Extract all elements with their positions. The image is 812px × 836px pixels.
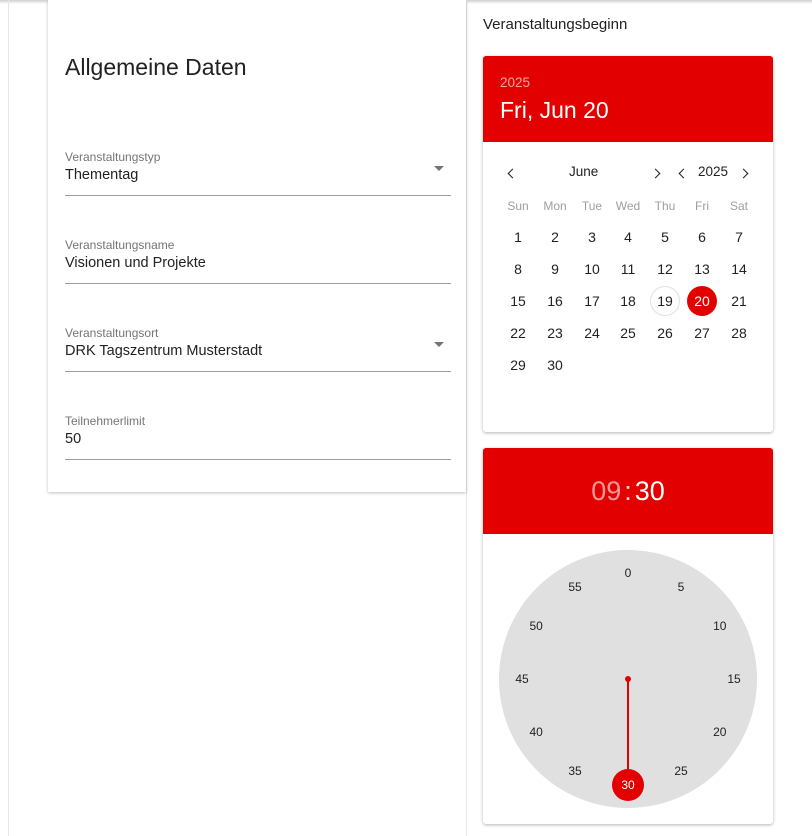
clock-number[interactable]: 35 (568, 763, 582, 778)
calendar-day[interactable]: 12 (657, 261, 673, 277)
weekday-sun: Sun (507, 199, 529, 213)
clock-number[interactable]: 5 (677, 580, 685, 595)
event-location-value: DRK Tagszentrum Musterstadt (65, 343, 263, 359)
clock-number[interactable]: 10 (713, 619, 727, 633)
selected-day[interactable]: 20 (687, 286, 717, 316)
event-name-value[interactable]: Visionen und Projekte (65, 255, 206, 271)
calendar-day[interactable]: 23 (547, 325, 563, 341)
next-year-button[interactable] (737, 164, 753, 182)
date-picker-header (483, 56, 773, 142)
chevron-left-icon (508, 168, 518, 178)
calendar-day[interactable]: 22 (510, 325, 526, 341)
calendar-day[interactable]: 6 (698, 229, 706, 245)
header-year[interactable]: 2025 (500, 75, 531, 90)
weekday-wed: Wed (615, 199, 641, 213)
participant-limit-label: Teilnehmerlimit (65, 414, 146, 428)
caret-down-icon[interactable] (434, 342, 444, 347)
month-label: June (569, 164, 599, 179)
chevron-left-icon (679, 168, 689, 178)
year-label: 2025 (698, 164, 729, 179)
calendar-day[interactable]: 21 (731, 293, 747, 309)
calendar-day[interactable]: 11 (620, 261, 636, 277)
event-type-label: Veranstaltungstyp (65, 150, 161, 164)
clock-number[interactable]: 50 (529, 619, 543, 633)
weekday-fri: Fri (695, 199, 709, 213)
calendar-day[interactable]: 2 (551, 229, 559, 245)
calendar-day[interactable]: 14 (731, 261, 747, 277)
calendar-day[interactable]: 26 (657, 325, 673, 341)
calendar-day[interactable]: 1 (514, 229, 522, 245)
center-divider (466, 0, 467, 836)
next-month-button[interactable] (649, 164, 665, 182)
calendar-day[interactable]: 17 (584, 293, 600, 309)
weekday-mon: Mon (543, 199, 567, 213)
calendar-day[interactable]: 5 (661, 229, 669, 245)
clock-number[interactable]: 40 (529, 725, 543, 739)
event-name-label: Veranstaltungsname (65, 238, 175, 252)
time-picker (483, 448, 773, 824)
event-location-label: Veranstaltungsort (65, 326, 159, 340)
minutes-display[interactable]: 30 (634, 475, 665, 506)
event-name-field[interactable] (65, 238, 451, 284)
calendar-day[interactable]: 7 (735, 229, 743, 245)
calendar-day[interactable]: 30 (547, 357, 563, 373)
field-underline (65, 459, 451, 460)
calendar-day[interactable]: 19 (650, 286, 680, 316)
participant-limit-field[interactable] (65, 414, 451, 460)
caret-down-icon[interactable] (434, 166, 444, 171)
event-location-select[interactable] (65, 326, 451, 372)
calendar-day[interactable]: 18 (620, 293, 636, 309)
prev-month-button[interactable] (503, 164, 519, 182)
chevron-right-icon (739, 168, 749, 178)
prev-year-button[interactable] (674, 164, 690, 182)
chevron-right-icon (651, 168, 661, 178)
left-divider (8, 0, 9, 836)
participant-limit-value[interactable]: 50 (65, 431, 82, 447)
calendar-day[interactable]: 9 (551, 261, 559, 277)
calendar-day[interactable]: 4 (624, 229, 632, 245)
event-start-label: Veranstaltungsbeginn (483, 16, 628, 33)
weekday-sat: Sat (729, 199, 748, 213)
selected-minute-marker[interactable]: 30 (612, 769, 644, 801)
clock-number[interactable]: 45 (515, 672, 529, 686)
clock-number[interactable]: 20 (713, 725, 727, 739)
event-type-select[interactable] (65, 150, 451, 196)
clock-number[interactable]: 25 (674, 763, 688, 778)
card-title: Allgemeine Daten (65, 54, 247, 80)
calendar-day[interactable]: 13 (694, 261, 710, 277)
calendar-day[interactable]: 25 (620, 325, 636, 341)
clock-center-dot (625, 676, 631, 682)
calendar-day[interactable]: 16 (547, 293, 563, 309)
field-underline (65, 195, 451, 196)
calendar-day[interactable]: 28 (731, 325, 747, 341)
clock-hand (627, 679, 629, 769)
calendar-day[interactable]: 10 (584, 261, 600, 277)
field-underline (65, 283, 451, 284)
general-data-card (48, 0, 466, 492)
calendar-day[interactable]: 29 (510, 357, 526, 373)
weekday-thu: Thu (654, 199, 676, 213)
calendar-day[interactable]: 27 (694, 325, 710, 341)
field-underline (65, 371, 451, 372)
header-selected-date[interactable]: Fri, Jun 20 (500, 97, 609, 123)
calendar-day[interactable]: 8 (514, 261, 522, 277)
date-picker (483, 56, 773, 432)
calendar-day[interactable]: 24 (584, 325, 600, 341)
calendar-day[interactable]: 3 (588, 229, 596, 245)
event-type-value: Thementag (65, 167, 139, 183)
hours-display[interactable]: 09 (591, 475, 622, 506)
clock-number[interactable]: 55 (568, 580, 582, 595)
clock-face[interactable] (499, 550, 757, 808)
time-picker-header (483, 448, 773, 534)
clock-number[interactable]: 0 (624, 566, 632, 580)
time-separator: : (624, 475, 632, 506)
weekday-tue: Tue (581, 199, 603, 213)
clock-number[interactable]: 15 (727, 672, 741, 686)
time-display (483, 448, 773, 534)
calendar-day[interactable]: 15 (510, 293, 526, 309)
